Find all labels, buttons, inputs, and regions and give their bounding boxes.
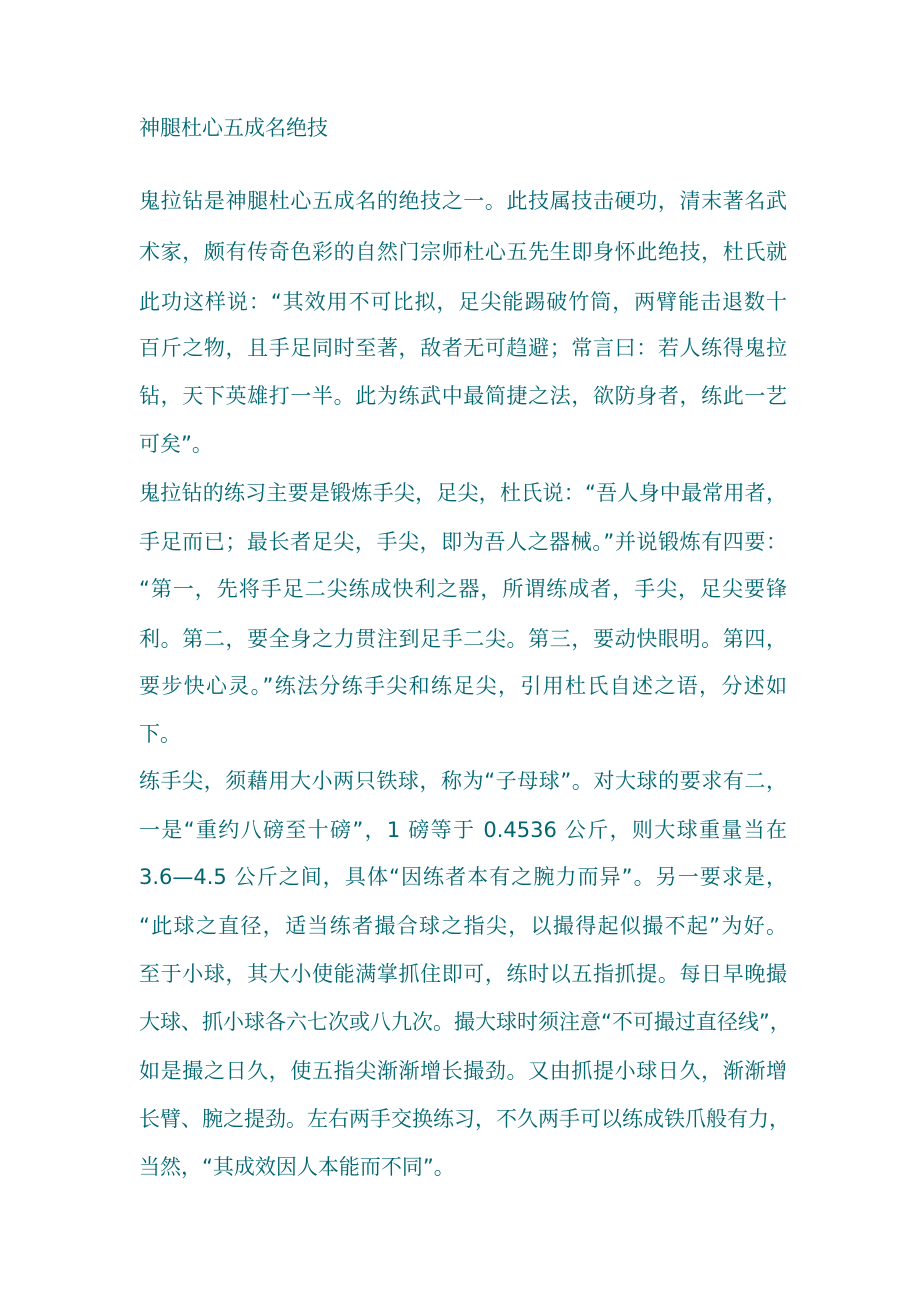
paragraph-1-line-4: 百斤之物，且手足同时至著，敌者无可趋避；常言曰：若人练得鬼拉 [139,336,787,360]
paragraph-2-line-1: 鬼拉钻的练习主要是锻炼手尖，足尖，杜氏说：“吾人身中最常用者， [139,481,787,505]
paragraph-2-line-6: 下。 [139,722,181,746]
paragraph-1-line-2: 术家，颇有传奇色彩的自然门宗师杜心五先生即身怀此绝技，杜氏就 [139,240,787,264]
paragraph-2-line-2: 手足而已；最长者足尖，手尖，即为吾人之器械。”并说锻炼有四要： [139,530,787,554]
paragraph-3-line-1: 练手尖，须藉用大小两只铁球，称为“子母球”。对大球的要求有二， [139,769,787,793]
paragraph-3-line-7: 如是撮之日久，使五指尖渐渐增长撮劲。又由抓提小球日久，渐渐增 [139,1059,787,1083]
paragraph-1-line-5: 钻，天下英雄打一半。此为练武中最简捷之法，欲防身者，练此一艺 [139,384,787,408]
paragraph-3-line-6: 大球、抓小球各六七次或八九次。撮大球时须注意“不可撮过直径线”， [139,1010,791,1034]
paragraph-1-line-6: 可矣”。 [139,432,213,456]
paragraph-3-line-8: 长臂、腕之提劲。左右两手交换练习，不久两手可以练成铁爪般有力， [139,1107,790,1131]
paragraph-3-line-4: “此球之直径，适当练者撮合球之指尖，以撮得起似撮不起”为好。 [139,914,787,938]
paragraph-3-line-5: 至于小球，其大小使能满掌抓住即可，练时以五指抓提。每日早晚撮 [139,962,787,986]
document-title: 神腿杜心五成名绝技 [139,116,328,140]
paragraph-3-line-3: 3.6—4.5 公斤之间，具体“因练者本有之腕力而异”。另一要求是， [139,865,787,889]
paragraph-2-line-4: 利。第二，要全身之力贯注到足手二尖。第三，要动快眼明。第四， [139,627,787,651]
paragraph-3-line-9: 当然，“其成效因人本能而不同”。 [139,1155,455,1179]
paragraph-1-line-3: 此功这样说：“其效用不可比拟，足尖能踢破竹筒，两臂能击退数十 [139,290,787,314]
paragraph-3-line-2: 一是“重约八磅至十磅”，1 磅等于 0.4536 公斤，则大球重量当在 [139,818,787,842]
paragraph-2-line-3: “第一，先将手足二尖练成快利之器，所谓练成者，手尖，足尖要锋 [139,577,787,601]
paragraph-1-line-1: 鬼拉钻是神腿杜心五成名的绝技之一。此技属技击硬功，清末著名武 [139,189,787,213]
paragraph-2-line-5: 要步快心灵。”练法分练手尖和练足尖，引用杜氏自述之语，分述如 [139,674,787,698]
